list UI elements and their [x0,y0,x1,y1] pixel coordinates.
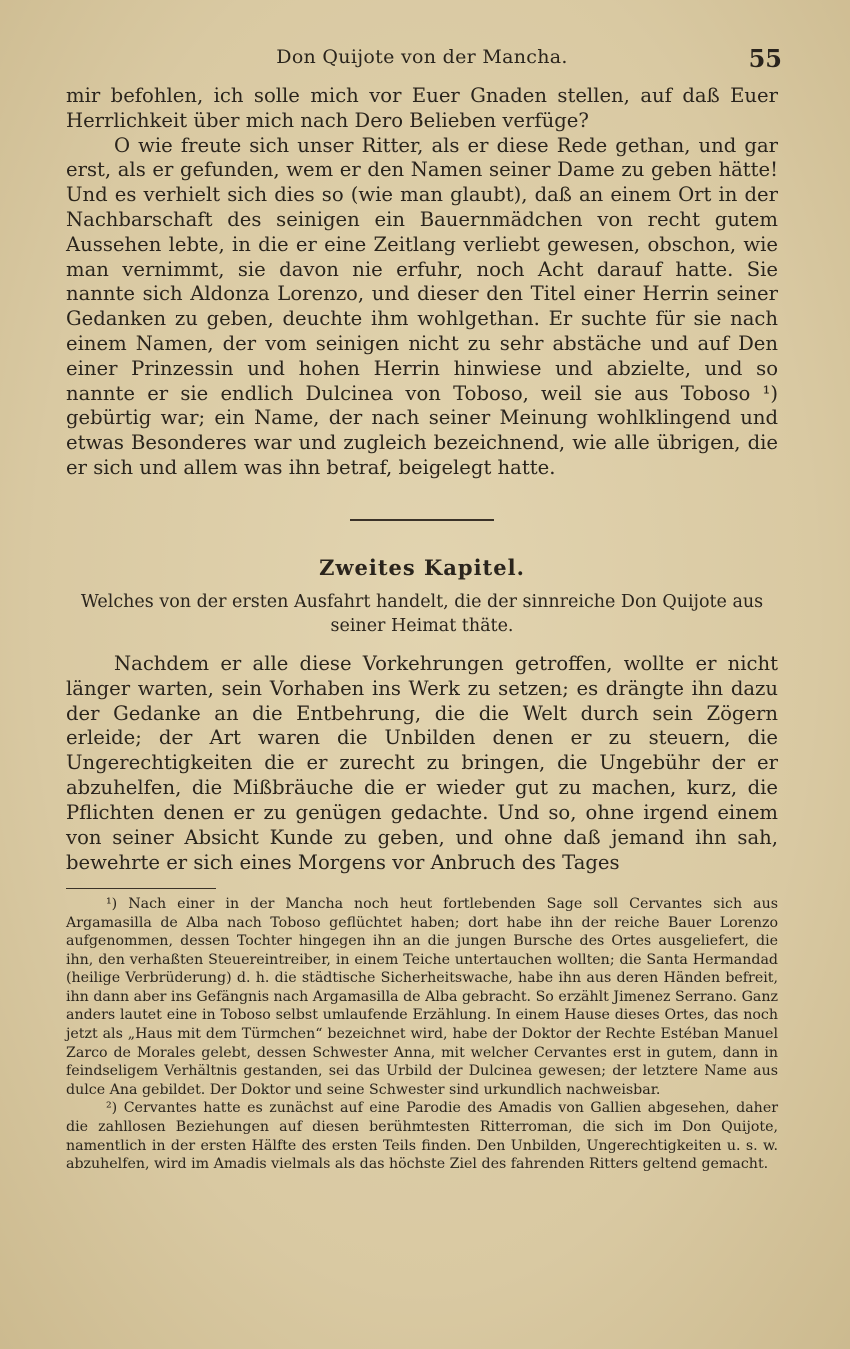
chapter-text [66,652,778,876]
chapter-title: Zweites Kapitel. [319,554,525,580]
footnote-divider [66,888,216,889]
running-title: Don Quijote von der Mancha. [276,46,568,68]
chapter-subtitle: Welches von der ersten Ausfahrt handelt, die der sinnreiche Don Quijote aus seiner Heimat thäte. [80,591,764,636]
page-number: 55 [748,44,782,73]
paragraph: O wie freute sich unser Ritter, als er diese Rede gethan, und gar erst, als er gefunden, wem er den Namen seiner Dame zu geben hätte! Und es verhielt sich dies so (wie man glaubt), daß an einem Ort in der Nachbarschaft des seinigen ein Bauernmädchen von recht gutem Aussehen lebte, in die er eine Zeitlang verliebt gewesen, obschon, wie man vernimmt, sie davon nie erfuhr, noch Acht darauf hatte. Sie nannte sich Aldonza Lorenzo, und dieser den Titel einer Herrin seiner Gedanken zu geben, deuchte ihm wohlgethan. Er suchte für sie nach einem Namen, der vom seinigen nicht zu sehr abstäche und auf Den einer Prinzessin und hohen Herrin hinwiese und abzielte, und so nannte er sie endlich Dulcinea von Toboso, weil sie aus Toboso ¹) gebürtig war; ein Name, der nach seiner Meinung wohlklingend und etwas Besonderes war und zugleich bezeichnend, wie alle übrigen, die er sich und allem was ihn betraf, beigelegt hatte. [66,133,778,479]
section-divider [350,519,494,521]
footnote-1: ¹) Nach einer in der Mancha noch heut fortlebenden Sage soll Cervantes sich aus Argamasilla de Alba nach Toboso geflüchtet haben; dort habe ihn der reiche Bauer Lorenzo aufgenommen, dessen Tochter hingegen ihn an die jungen Bursche des Ortes ausgeliefert, die ihn, den verhaßten Steuereintreiber, in einem Teiche untertauchen wollten; die Santa Hermandad (heilige Verbrüderung) d. h. die städtische Sicherheitswache, habe ihn aus deren Händen befreit, ihn dann aber ins Gefängnis nach Argamasilla de Alba gebracht. So erzählt Jimenez Serrano. Ganz anders lautet eine in Toboso selbst umlaufende Erzählung. In einem Hause dieses Ortes, das noch jetzt als „Haus mit dem Türmchen“ bezeichnet wird, habe der Doktor der Rechte Estéban Manuel Zarco de Morales gelebt, dessen Schwester Anna, mit welcher Cervantes erst in gutem, dann in feindseligem Verhältnis gestanden, sei das Urbild der Dulcinea gewesen; der letztere Name aus dulce Ana gebildet. Der Doktor und seine Schwester sind urkundlich nachweisbar. [66,895,778,1098]
footnote-2: ²) Cervantes hatte es zunächst auf eine Parodie des Amadis von Gallien abgesehen, daher die zahllosen Beziehungen auf diesen berühmtesten Ritterroman, die sich im Don Quijote, namentlich in der ersten Hälfte des ersten Teils finden. Den Unbilden, Ungerechtigkeiten u. s. w. abzuhelfen, wird im Amadis vielmals als das höchste Ziel des fahrenden Ritters geltend gemacht. [66,1100,778,1173]
paragraph: mir befohlen, ich solle mich vor Euer Gnaden stellen, auf daß Euer Herrlichkeit über mich nach Dero Belieben verfüge? [66,84,778,132]
footnotes [66,895,778,1174]
paragraph: Nachdem er alle diese Vorkehrungen getroffen, wollte er nicht länger warten, sein Vorhaben ins Werk zu setzen; es drängte ihn dazu der Gedanke an die Entbehrung, die die Welt durch sein Zögern erleide; der Art waren die Unbilden denen er zu steuern, die Ungerechtigkeiten die er zurecht zu bringen, die Ungebühr der er abzuhelfen, die Mißbräuche die er wieder gut zu machen, kurz, die Pflichten denen er zu genügen gedachte. Und so, ohne irgend einem von seiner Absicht Kunde zu geben, und ohne daß jemand ihn sah, bewehrte er sich eines Morgens vor Anbruch des Tages [66,651,778,874]
page-header [66,40,782,84]
section-text [66,84,778,481]
